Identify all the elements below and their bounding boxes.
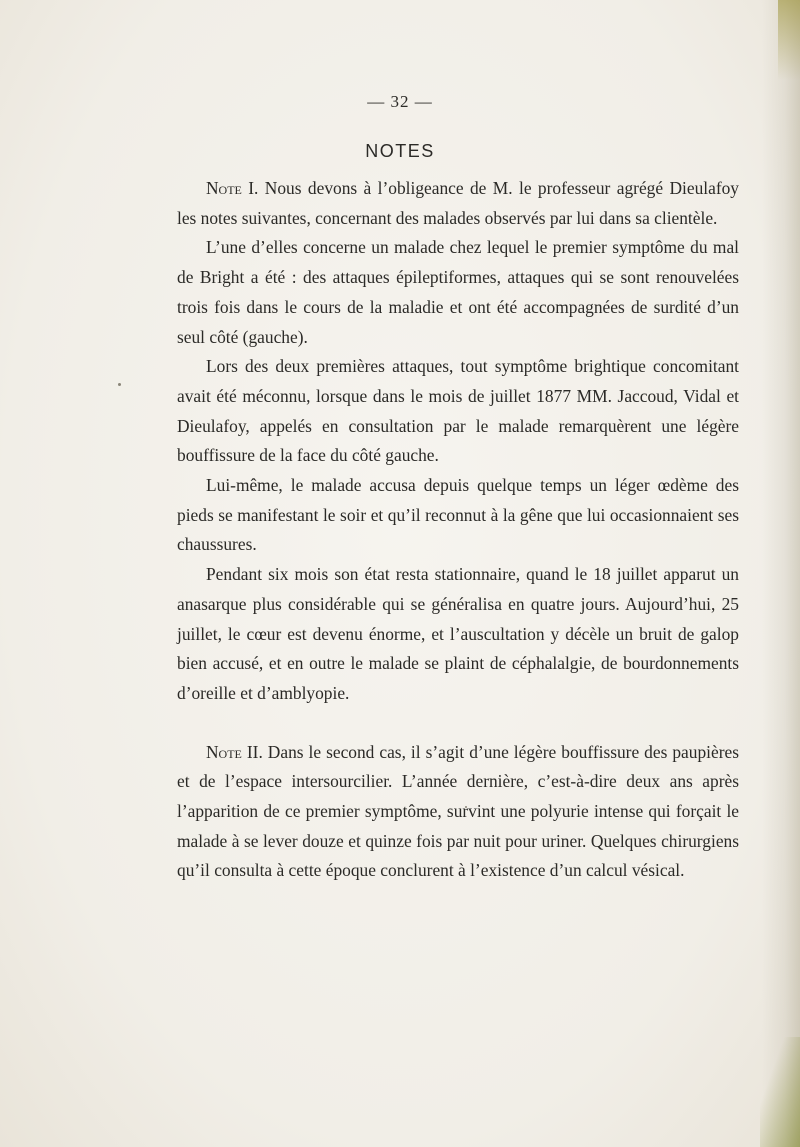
- note-2-label: Note II.: [206, 741, 263, 762]
- note-1-paragraph-1: [177, 174, 739, 233]
- page-number: — 32 —: [367, 92, 433, 111]
- page-stain-bottom: [760, 1037, 800, 1147]
- note-1-paragraph-3: Lors des deux premières attaques, tout symptôme brightique concomitant avait été méconnu, lorsque dans le mois de juillet 1877 MM. Jaccoud, Vidal et Dieulafoy, appelés en consultation par le malade remarquèrent une légère bouffissure de la face du côté gauche.: [177, 356, 739, 466]
- page-edge-shadow: [762, 0, 800, 1147]
- note-1-paragraph-5: Pendant six mois son état resta stationnaire, quand le 18 juillet apparut un anasarque plus considérable qui se généralisa en quatre jours. Aujourd’hui, 25 juillet, le cœur est devenu énorme, et l’auscultation y décèle un bruit de galop bien accusé, et en outre le malade se plaint de céphalalgie, de bourdonnements d’oreille et d’amblyopie.: [177, 564, 739, 703]
- note-1-paragraph-2: L’une d’elles concerne un malade chez lequel le premier symptôme du mal de Bright a été : des attaques épileptiformes, attaques qui se sont renouvelées trois fois dans le cours de la maladie et ont été accompagnées de surdité d’un seul côté (gauche).: [177, 237, 739, 347]
- note-1-paragraph-4: Lui-même, le malade accusa depuis quelque temps un léger œdème des pieds se manifestant le soir et qu’il reconnut à la gêne que lui occasionnaient ses chaussures.: [177, 475, 739, 555]
- notes-body: [177, 174, 739, 886]
- note-1-label: Note I.: [206, 178, 259, 198]
- page-stain-top: [778, 0, 800, 80]
- ink-speck: [118, 383, 121, 386]
- note-2-text: Dans le second cas, il s’agit d’une légère bouffissure des paupières et de l’espace intersourcilier. L’année dernière, c’est-à-dire deux ans après l’apparition de ce premier symptôme, survint une polyurie intense qui forçait le malade à se lever douze et quinze fois par nuit pour uriner. Quelques chirurgiens qu’il consulta à cette époque conclurent à l’existence d’un calcul vésical.: [177, 741, 739, 881]
- note-2-paragraph: [177, 738, 739, 887]
- page-title: NOTES: [365, 141, 435, 161]
- note-1-text: Nous devons à l’obligeance de M. le professeur agrégé Dieulafoy les notes suivantes, concernant des malades observés par lui dans sa clientèle.: [177, 178, 739, 228]
